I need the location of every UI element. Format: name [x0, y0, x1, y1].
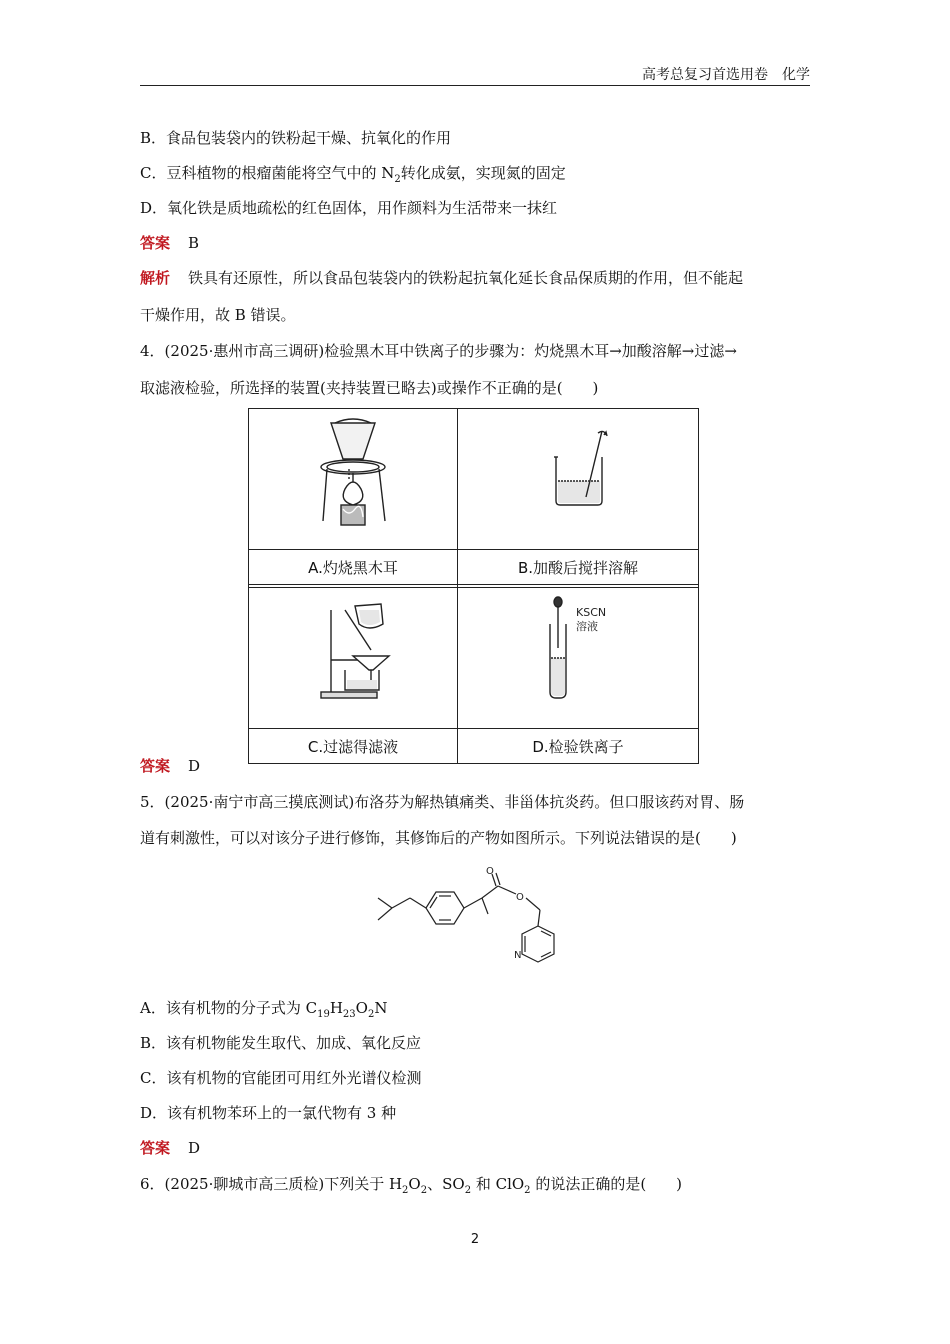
q6-post: 的说法正确的是( ) — [530, 1175, 683, 1193]
crucible-burning-icon — [249, 409, 457, 545]
q6-mid1: O — [408, 1175, 421, 1193]
q3-option-b: B．食品包装袋内的铁粉起干燥、抗氧化的作用 — [140, 129, 452, 147]
q5-answer — [140, 1138, 200, 1158]
apparatus-b-image — [458, 409, 699, 550]
caption-b: B.加酸后搅拌溶解 — [458, 550, 699, 585]
q5-option-c: C．该有机物的官能团可用红外光谱仪检测 — [140, 1069, 422, 1087]
caption-c: C.过滤得滤液 — [249, 729, 458, 764]
apparatus-c-image — [249, 588, 458, 729]
q6-sub2: 2 — [420, 1185, 428, 1196]
q6-sub1: 2 — [402, 1185, 409, 1196]
q3-option-c-pre: C．豆科植物的根瘤菌能将空气中的 N — [140, 164, 395, 182]
q5-stem-line2: 道有刺激性，可以对该分子进行修饰，其修饰后的产物如图所示。下列说法错误的是( ) — [140, 829, 737, 847]
q3-analysis-text1: 铁具有还原性，所以食品包装袋内的铁粉起抗氧化延长食品保质期的作用，但不能起 — [188, 269, 744, 287]
q5-option-a-post: N — [374, 999, 388, 1017]
q5-option-a-mid1: H — [329, 999, 343, 1017]
q3-option-d: D．氧化铁是质地疏松的红色固体，用作颜料为生活带来一抹红 — [140, 199, 558, 217]
atom-carbonyl-oxygen: O — [486, 866, 494, 877]
q4-stem-line2: 取滤液检验，所选择的装置(夹持装置已略去)或操作不正确的是( ) — [140, 379, 599, 397]
test-tube-dropper-icon — [458, 588, 698, 724]
q5-option-d: D．该有机物苯环上的一氯代物有 3 种 — [140, 1104, 397, 1122]
q5-option-a-pre: A．该有机物的分子式为 C — [140, 999, 318, 1017]
q3-answer-label: 答案 — [140, 234, 171, 252]
caption-a: A.灼烧黑木耳 — [249, 550, 458, 585]
q6-stem — [140, 1174, 682, 1197]
reagent-label-kscn: KSCN — [576, 606, 607, 619]
q3-analysis-line2: 干燥作用，故 B 错误。 — [140, 306, 296, 324]
q4-stem-line1: 4．(2025·惠州市高三调研)检验黑木耳中铁离子的步骤为：灼烧黑木耳→加酸溶解→过滤→ — [140, 342, 737, 360]
molecule-structure-diagram — [370, 864, 590, 972]
q5-option-a — [140, 998, 387, 1021]
q4-apparatus-table — [248, 408, 699, 764]
q3-analysis-line1 — [140, 268, 743, 288]
q4-answer-label: 答案 — [140, 757, 171, 775]
page-header-title: 高考总复习首选用卷 化学 — [642, 67, 810, 83]
q6-mid2: 、SO — [427, 1175, 465, 1193]
q3-option-c-sub: 2 — [394, 174, 401, 185]
apparatus-d-image — [458, 588, 699, 729]
q3-answer-value: B — [188, 234, 200, 252]
reagent-label-solution: 溶液 — [576, 620, 598, 633]
q3-option-c-post: 转化成氨，实现氮的固定 — [400, 164, 566, 182]
q6-pre: 6．(2025·聊城市高三质检)下列关于 H — [140, 1175, 403, 1193]
q3-analysis-label: 解析 — [140, 269, 171, 287]
q5-answer-label: 答案 — [140, 1139, 171, 1157]
q6-sub4: 2 — [524, 1185, 531, 1196]
caption-d: D.检验铁离子 — [458, 729, 699, 764]
q5-stem-line1: 5．(2025·南宁市高三摸底测试)布洛芬为解热镇痛类、非甾体抗炎药。但口服该药对胃、肠 — [140, 793, 745, 811]
q5-option-a-sub3: 2 — [367, 1009, 375, 1020]
q4-answer — [140, 756, 200, 776]
q6-mid3: 和 ClO — [471, 1175, 525, 1193]
q6-sub3: 2 — [464, 1185, 472, 1196]
q5-option-a-sub1: 19 — [317, 1009, 330, 1020]
q3-option-c — [140, 163, 566, 186]
filtration-icon — [249, 588, 457, 724]
apparatus-a-image — [249, 409, 458, 550]
header-rule — [140, 85, 810, 86]
atom-pyridine-nitrogen: N — [514, 950, 522, 961]
page-number: 2 — [470, 1232, 480, 1247]
q5-option-a-mid2: O — [355, 999, 368, 1017]
q3-answer — [140, 233, 199, 253]
q5-option-a-sub2: 23 — [342, 1009, 356, 1020]
atom-ester-oxygen: O — [516, 892, 524, 903]
q5-answer-value: D — [188, 1139, 201, 1157]
q5-option-b: B．该有机物能发生取代、加成、氧化反应 — [140, 1034, 422, 1052]
q4-answer-value: D — [188, 757, 201, 775]
beaker-stirring-icon — [458, 409, 698, 545]
